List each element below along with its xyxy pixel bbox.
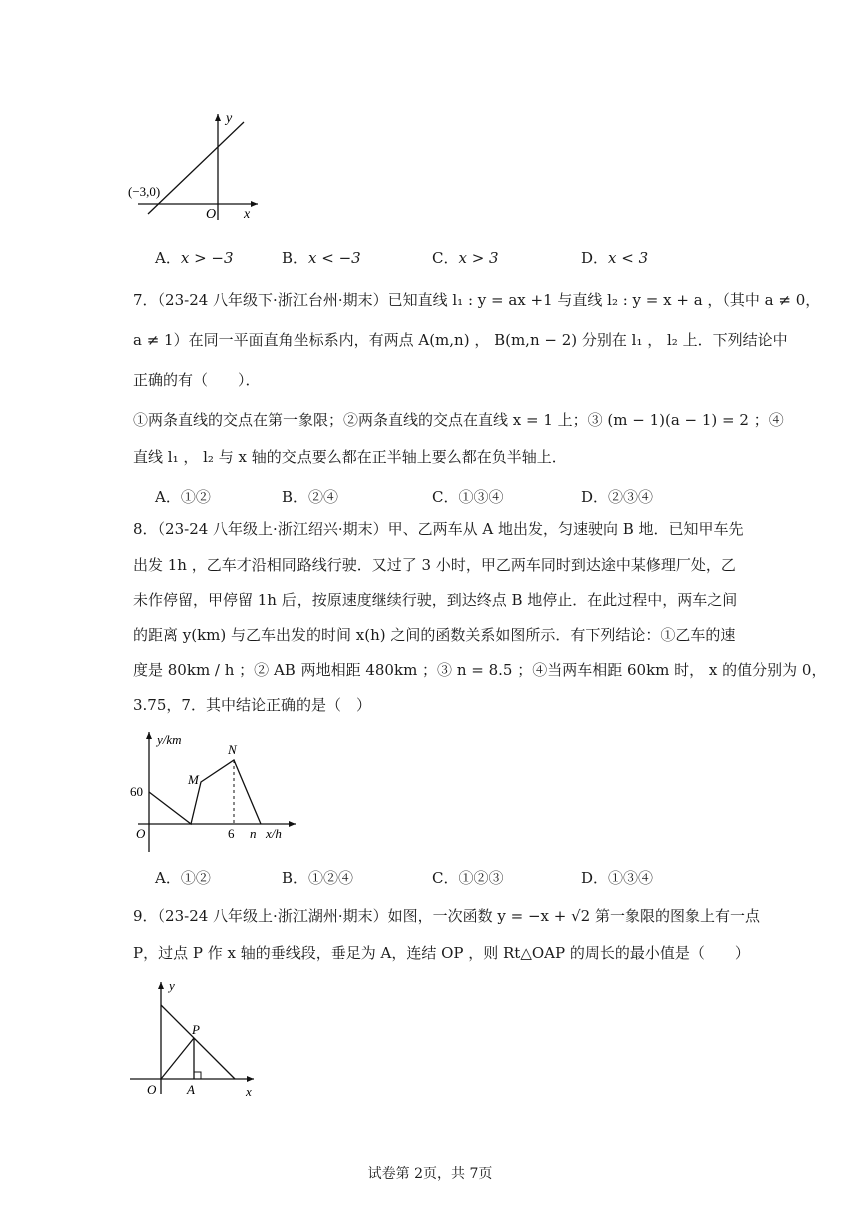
q6-option-c[interactable]: C．x > 3 — [432, 249, 499, 267]
q7-line-1: 7．（23-24 八年级下·浙江台州·期末）已知直线 l₁ : y = ax +1 与直线 l₂ : y = x + a ，（其中 a ≠ 0， — [133, 291, 821, 309]
x-axis-arrow-icon — [251, 201, 258, 207]
q8-option-a[interactable]: A．①② — [155, 869, 211, 887]
function-line — [161, 1005, 235, 1079]
q8-option-b[interactable]: B．①②④ — [282, 869, 354, 887]
q8-option-d[interactable]: D．①③④ — [581, 869, 654, 887]
q8-line-4: 的距离 y(km) 与乙车出发的时间 x(h) 之间的函数关系如图所示．有下列结论：①乙车的速 — [133, 626, 736, 644]
q7-option-d[interactable]: D．②③④ — [581, 488, 654, 506]
distance-polyline — [149, 760, 261, 824]
figure-q9 — [128, 976, 268, 1100]
x-axis-label: x — [244, 207, 251, 222]
q8-line-1: 8．（23-24 八年级上·浙江绍兴·期末）甲、乙两车从 A 地出发，匀速驶向 B 地．已知甲车先 — [133, 520, 744, 538]
y-value-label: 60 — [130, 784, 143, 799]
q8-line-5: 度是 80km / h ；② AB 两地相距 480km ；③ n = 8.5 ；④当两车相距 60km 时， x 的值分别为 0， — [133, 661, 827, 679]
y-axis-label: y/km — [157, 732, 182, 747]
figure-q6 — [118, 108, 268, 228]
origin-label: O — [136, 826, 146, 841]
q7-line-3: 正确的有（ ）． — [133, 371, 261, 389]
page-footer: 试卷第 2页，共 7页 — [367, 1166, 493, 1182]
point-m-label: M — [188, 772, 199, 787]
figure-q8 — [128, 726, 300, 856]
x-end-label: n — [250, 826, 257, 841]
q7-option-a[interactable]: A．①② — [155, 488, 211, 506]
q7-option-b[interactable]: B．②④ — [282, 488, 339, 506]
q8-option-c[interactable]: C．①②③ — [432, 869, 504, 887]
segment-op — [161, 1038, 194, 1079]
q7-line-2: a ≠ 1）在同一平面直角坐标系内，有两点 A(m,n) ， B(m,n − 2) 分别在 l₁ ， l₂ 上．下列结论中 — [133, 331, 788, 349]
y-axis-label: y — [169, 978, 175, 993]
right-angle-icon — [194, 1072, 201, 1079]
q8-line-3: 未作停留，甲停留 1h 后，按原速度继续行驶，到达终点 B 地停止．在此过程中，两车之间 — [133, 591, 738, 609]
y-axis-arrow-icon — [146, 732, 152, 739]
origin-label: O — [147, 1082, 157, 1097]
x-axis-label: x — [246, 1084, 252, 1099]
q6-option-a[interactable]: A．x > −3 — [155, 249, 234, 267]
y-axis-arrow-icon — [158, 982, 164, 989]
function-line — [148, 122, 244, 214]
q8-line-6: 3.75，7．其中结论正确的是（ ） — [133, 696, 371, 714]
q7-line-5: 直线 l₁ ， l₂ 与 x 轴的交点要么都在正半轴上要么都在负半轴上． — [133, 448, 567, 466]
q7-option-c[interactable]: C．①③④ — [432, 488, 504, 506]
q9-line-1: 9．（23-24 八年级上·浙江湖州·期末）如图，一次函数 y = −x + √2 第一象限的图象上有一点 — [133, 907, 760, 925]
point-n-label: N — [228, 742, 237, 757]
q9-line-2: P，过点 P 作 x 轴的垂线段，垂足为 A，连结 OP ，则 Rt△OAP 的周长的最小值是（ ） — [133, 944, 750, 962]
y-axis-label: y — [226, 111, 233, 126]
point-a-label: A — [187, 1082, 195, 1097]
origin-label: O — [206, 207, 217, 222]
q7-line-4: ①两条直线的交点在第一象限；②两条直线的交点在直线 x = 1 上；③ (m − 1)(a − 1) = 2 ；④ — [133, 411, 784, 429]
q8-line-2: 出发 1h ，乙车才沿相同路线行驶．又过了 3 小时，甲乙两车同时到达途中某修理厂处，乙 — [133, 556, 736, 574]
y-axis-arrow-icon — [215, 114, 221, 121]
x-axis-arrow-icon — [289, 821, 296, 827]
point-label: (−3,0) — [128, 184, 161, 199]
x-axis-arrow-icon — [247, 1076, 254, 1082]
q6-option-b[interactable]: B．x < −3 — [282, 249, 361, 267]
point-p-label: P — [192, 1022, 200, 1037]
q6-option-d[interactable]: D．x < 3 — [581, 249, 649, 267]
x-axis-label: x/h — [266, 826, 282, 841]
x-value-label: 6 — [228, 826, 235, 841]
